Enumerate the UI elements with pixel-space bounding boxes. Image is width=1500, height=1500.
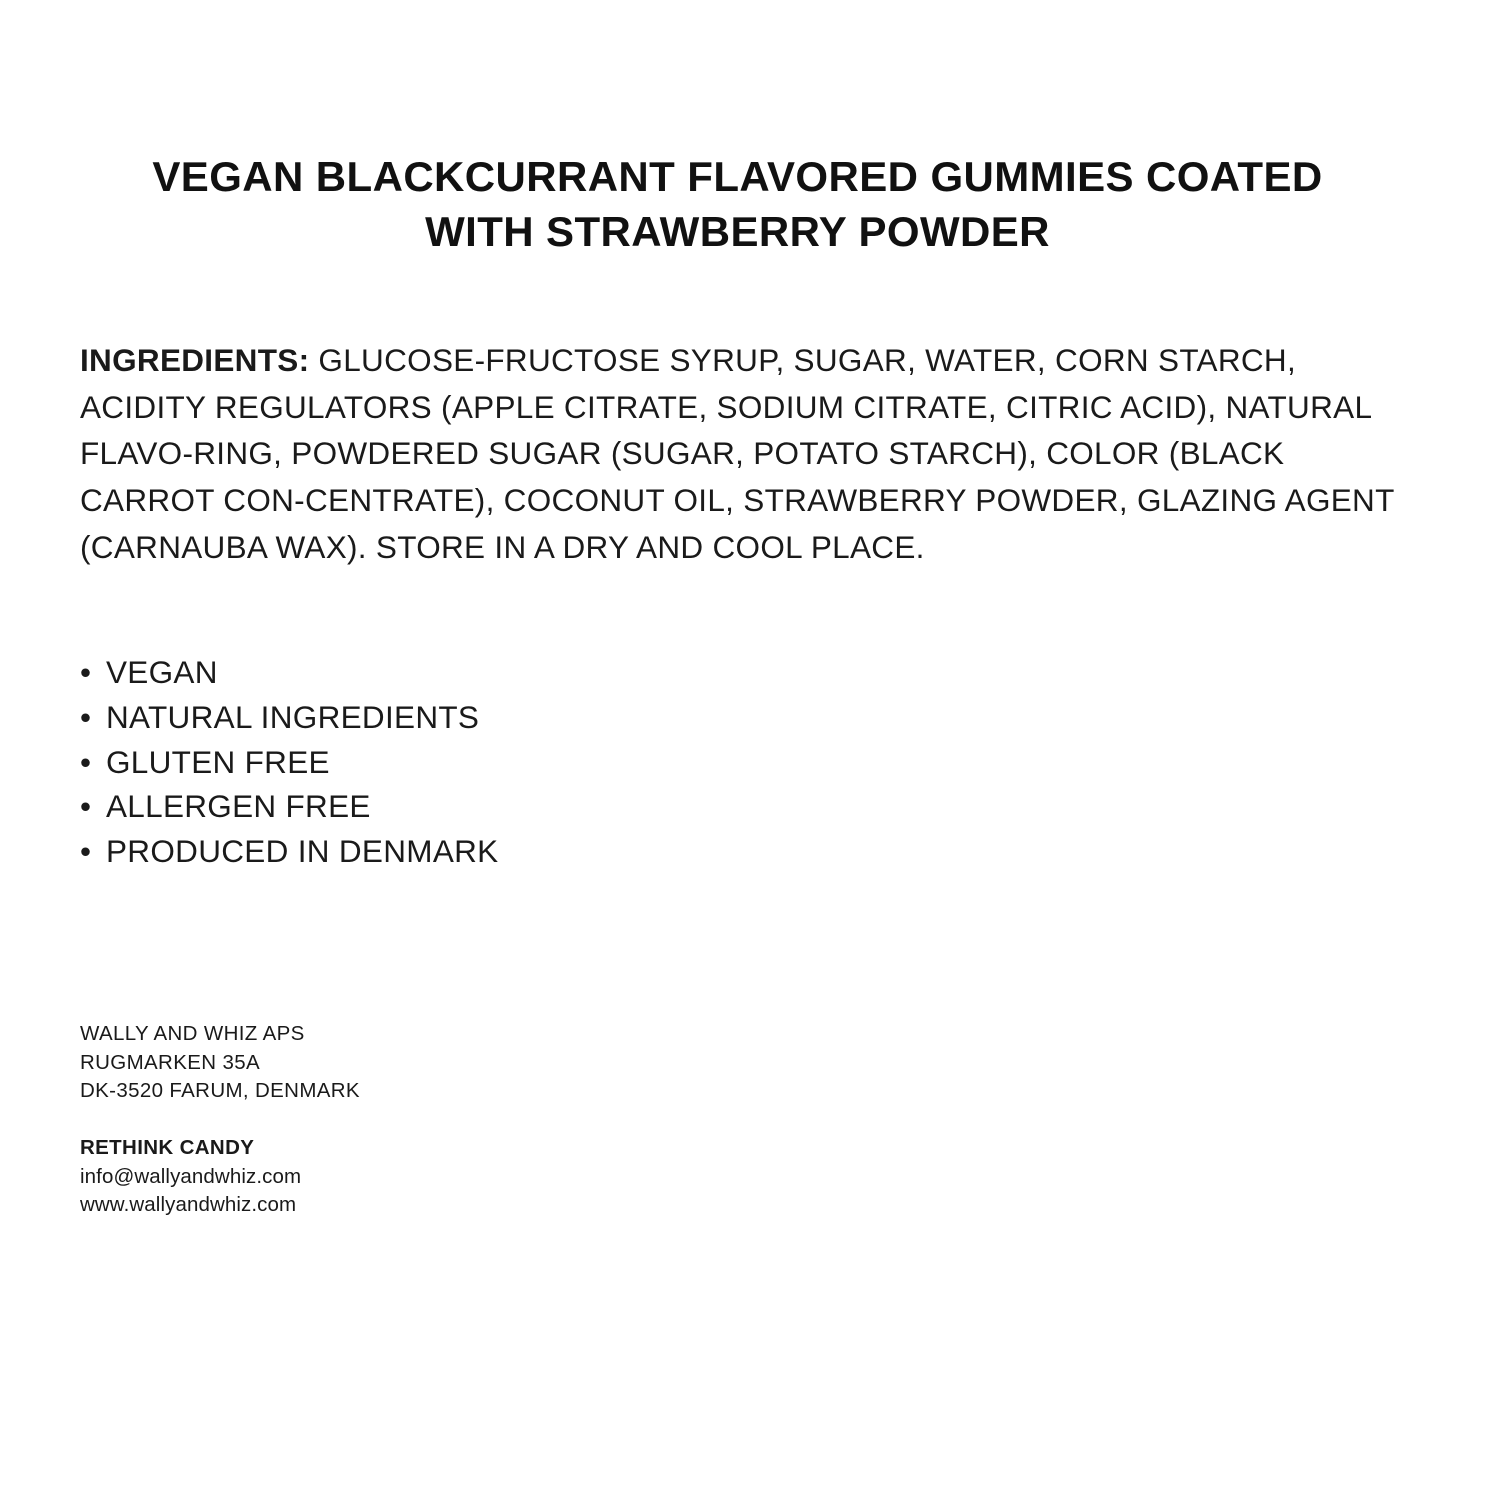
company-address [80, 1020, 1395, 1106]
contact-website[interactable]: www.wallyandwhiz.com [80, 1193, 297, 1217]
claims-list [80, 650, 1395, 874]
bullet-icon: • [80, 788, 92, 825]
bullet-icon: • [80, 654, 92, 691]
list-item [80, 784, 1395, 829]
list-item [80, 695, 1395, 740]
bullet-icon: • [80, 698, 92, 735]
list-item-label: GLUTEN FREE [106, 743, 330, 780]
list-item-label: NATURAL INGREDIENTS [106, 698, 480, 735]
bullet-icon: • [80, 743, 92, 780]
contact-heading: RETHINK CANDY [80, 1135, 255, 1159]
ingredients-label: INGREDIENTS: [80, 342, 310, 379]
list-item [80, 829, 1395, 874]
list-item [80, 740, 1395, 785]
company-name: WALLY AND WHIZ APS [80, 1021, 305, 1045]
contact-block [80, 1134, 1395, 1220]
list-item [80, 650, 1395, 695]
ingredients-text: GLUCOSE-FRUCTOSE SYRUP, SUGAR, WATER, CORN STARCH, ACIDITY REGULATORS (APPLE CITRATE, SODIUM CITRATE, CITRIC ACID), NATURAL FLAVO-RING, POWDERED SUGAR (SUGAR, POTATO STARCH), COLOR (BLACK CARROT CON-CENTRATE), COCONUT OIL, STRAWBERRY POWDER, GLAZING AGENT (CARNAUBA WAX). STORE IN A DRY AND COOL PLACE. [80, 342, 1395, 565]
company-street: RUGMARKEN 35A [80, 1050, 260, 1074]
company-city: DK-3520 FARUM, DENMARK [80, 1079, 360, 1103]
list-item-label: ALLERGEN FREE [106, 788, 371, 825]
list-item-label: PRODUCED IN DENMARK [106, 833, 499, 870]
ingredients-paragraph [80, 337, 1395, 570]
list-item-label: VEGAN [106, 654, 218, 691]
page-title: VEGAN BLACKCURRANT FLAVORED GUMMIES COATED WITH STRAWBERRY POWDER [152, 153, 1323, 255]
contact-email[interactable]: info@wallyandwhiz.com [80, 1164, 302, 1188]
bullet-icon: • [80, 833, 92, 870]
